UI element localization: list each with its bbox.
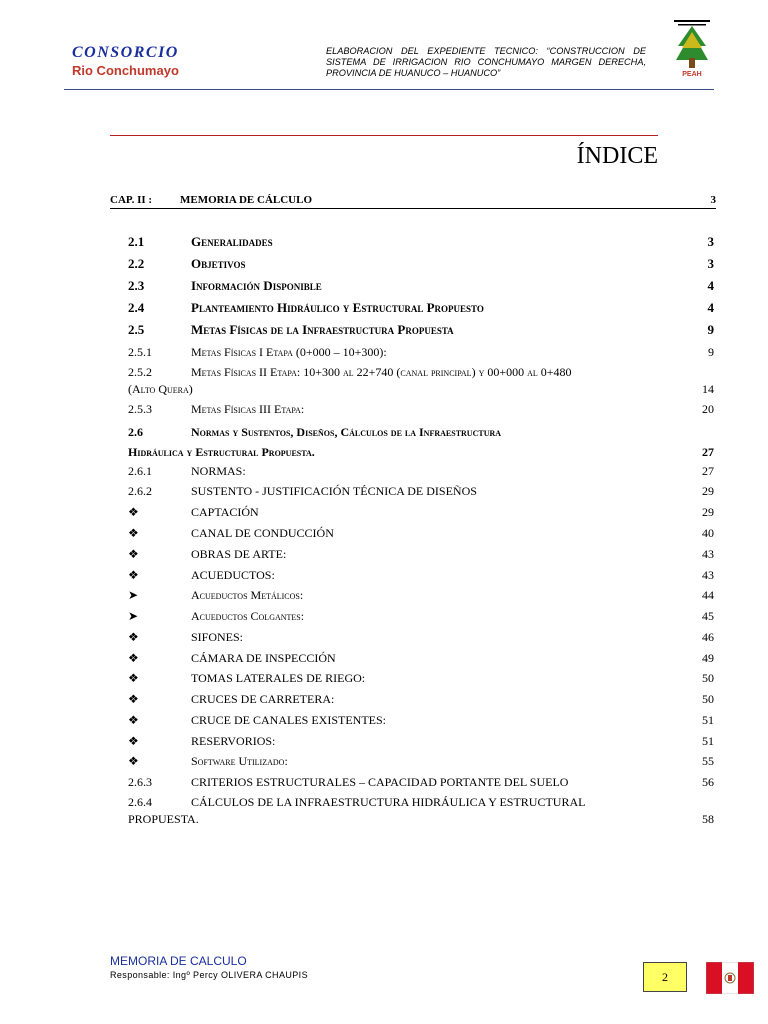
- toc-label: CANAL DE CONDUCCIÓN: [191, 526, 334, 540]
- toc-page: 55: [702, 754, 714, 768]
- bullet-icon: ❖: [128, 505, 139, 519]
- toc-label: CRUCES DE CARRETERA:: [191, 692, 335, 706]
- toc-entry: [128, 364, 714, 398]
- toc-page: 27: [702, 464, 714, 478]
- toc-page: 49: [702, 651, 714, 665]
- toc-label: Metas Físicas I Etapa (0+000 – 10+300):: [191, 345, 387, 359]
- arrow-bullet-icon: ➤: [128, 588, 139, 602]
- toc-number: 2.5: [128, 322, 145, 337]
- chapter-page: 3: [710, 194, 716, 206]
- toc-number: 2.6.2: [128, 484, 152, 498]
- toc-page: 50: [702, 671, 714, 685]
- chapter-label: MEMORIA DE CÁLCULO: [180, 194, 313, 206]
- toc-number: 2.6.3: [128, 775, 152, 789]
- arrow-bullet-icon: ➤: [128, 609, 139, 623]
- toc-page: 4: [707, 278, 714, 293]
- toc-label: CRITERIOS ESTRUCTURALES – CAPACIDAD PORTANTE DEL SUELO: [191, 775, 569, 789]
- toc-number: 2.2: [128, 256, 145, 271]
- toc-page: 56: [702, 775, 714, 789]
- toc-label: Metas Físicas de la Infraestructura Propuesta: [191, 322, 454, 337]
- bullet-icon: ❖: [128, 547, 139, 561]
- toc-label-continued: (Alto Quera): [128, 382, 193, 396]
- bullet-icon: ❖: [128, 526, 139, 540]
- brand-subtitle: Rio Conchumayo: [72, 63, 179, 78]
- tree-logo-icon: [668, 18, 716, 80]
- toc-number: 2.4: [128, 300, 145, 315]
- toc-label: RESERVORIOS:: [191, 734, 276, 748]
- toc-page: 3: [707, 234, 714, 249]
- toc-page: 43: [702, 568, 714, 582]
- toc-page: 40: [702, 526, 714, 540]
- toc-label: TOMAS LATERALES DE RIEGO:: [191, 671, 366, 685]
- toc-page: 46: [702, 630, 714, 644]
- toc-page: 45: [702, 609, 714, 623]
- toc-label: NORMAS:: [191, 464, 246, 478]
- toc-page: 27: [702, 445, 714, 459]
- toc-number: 2.3: [128, 278, 145, 293]
- toc-page: 51: [702, 734, 714, 748]
- toc-entry: [128, 422, 714, 462]
- toc-page: 29: [702, 505, 714, 519]
- toc-label-continued: Hidráulica y Estructural Propuesta.: [128, 445, 315, 459]
- bullet-icon: ❖: [128, 671, 139, 685]
- toc-page: 9: [707, 322, 714, 337]
- toc-page: 29: [702, 484, 714, 498]
- peru-flag-icon: [706, 962, 754, 994]
- toc-number: 2.6.1: [128, 464, 152, 478]
- footer-responsible: Responsable: Ingº Percy OLIVERA CHAUPIS: [110, 970, 308, 980]
- footer-title: MEMORIA DE CALCULO: [110, 954, 247, 968]
- bullet-icon: ❖: [128, 713, 139, 727]
- toc-label: Metas Físicas II Etapa: 10+300 al 22+740 (canal principal) y 00+000 al 0+480: [191, 365, 572, 379]
- toc-page: 9: [708, 345, 714, 359]
- title-divider: [110, 135, 658, 136]
- chapter-number: CAP. II :: [110, 194, 153, 206]
- toc-label: Generalidades: [191, 234, 273, 249]
- toc-label: CÁMARA DE INSPECCIÓN: [191, 651, 336, 665]
- toc-label: Planteamiento Hidráulico y Estructural Propuesto: [191, 300, 484, 315]
- toc-page: 58: [702, 812, 714, 826]
- toc-page: 20: [702, 402, 714, 416]
- toc-label: CRUCE DE CANALES EXISTENTES:: [191, 713, 386, 727]
- toc-label: Objetivos: [191, 256, 246, 271]
- brand-name: CONSORCIO: [72, 44, 179, 61]
- toc-label: Metas Físicas III Etapa:: [191, 402, 305, 416]
- toc-page: 14: [702, 382, 714, 396]
- page-number: 2: [643, 962, 687, 992]
- toc-label: ACUEDUCTOS:: [191, 568, 275, 582]
- toc-label: Acueductos Colgantes:: [191, 609, 305, 623]
- logo-text: PEAH: [682, 71, 702, 78]
- toc-label-continued: PROPUESTA.: [128, 812, 199, 826]
- toc-label: SIFONES:: [191, 630, 244, 644]
- page-title: ÍNDICE: [576, 143, 658, 169]
- toc-label: SUSTENTO - JUSTIFICACIÓN TÉCNICA DE DISEÑOS: [191, 484, 477, 498]
- toc-page: 44: [702, 588, 714, 602]
- toc-label: Normas y Sustentos, Diseños, Cálculos de la Infraestructura: [191, 425, 502, 439]
- toc-number: 2.5.1: [128, 345, 152, 359]
- toc-label: Información Disponible: [191, 278, 322, 293]
- bullet-icon: ❖: [128, 630, 139, 644]
- toc-page: 4: [707, 300, 714, 315]
- toc-entry: [128, 794, 714, 828]
- project-description: ELABORACION DEL EXPEDIENTE TECNICO: “CONSTRUCCION DE SISTEMA DE IRRIGACION RIO CONCHUMAYO MARGEN DERECHA, PROVINCIA DE HUANUCO – HUANUCO”: [326, 46, 646, 78]
- toc-number: 2.5.3: [128, 402, 152, 416]
- bullet-icon: ❖: [128, 651, 139, 665]
- toc-label: CAPTACIÓN: [191, 505, 259, 519]
- toc-page: 43: [702, 547, 714, 561]
- toc-label: CÁLCULOS DE LA INFRAESTRUCTURA HIDRÁULICA Y ESTRUCTURAL: [191, 795, 586, 809]
- toc-page: 51: [702, 713, 714, 727]
- toc-number: 2.6: [128, 425, 143, 439]
- bullet-icon: ❖: [128, 692, 139, 706]
- bullet-icon: ❖: [128, 568, 139, 582]
- bullet-icon: ❖: [128, 734, 139, 748]
- toc-label: OBRAS DE ARTE:: [191, 547, 287, 561]
- toc-label: Software Utilizado:: [191, 754, 288, 768]
- toc-label: Acueductos Metálicos:: [191, 588, 304, 602]
- toc-number: 2.5.2: [128, 365, 152, 379]
- chapter-heading: [110, 194, 716, 209]
- toc-number: 2.1: [128, 234, 145, 249]
- toc-page: 50: [702, 692, 714, 706]
- bullet-icon: ❖: [128, 754, 139, 768]
- toc-page: 3: [707, 256, 714, 271]
- header-divider: [64, 89, 714, 90]
- toc-number: 2.6.4: [128, 795, 152, 809]
